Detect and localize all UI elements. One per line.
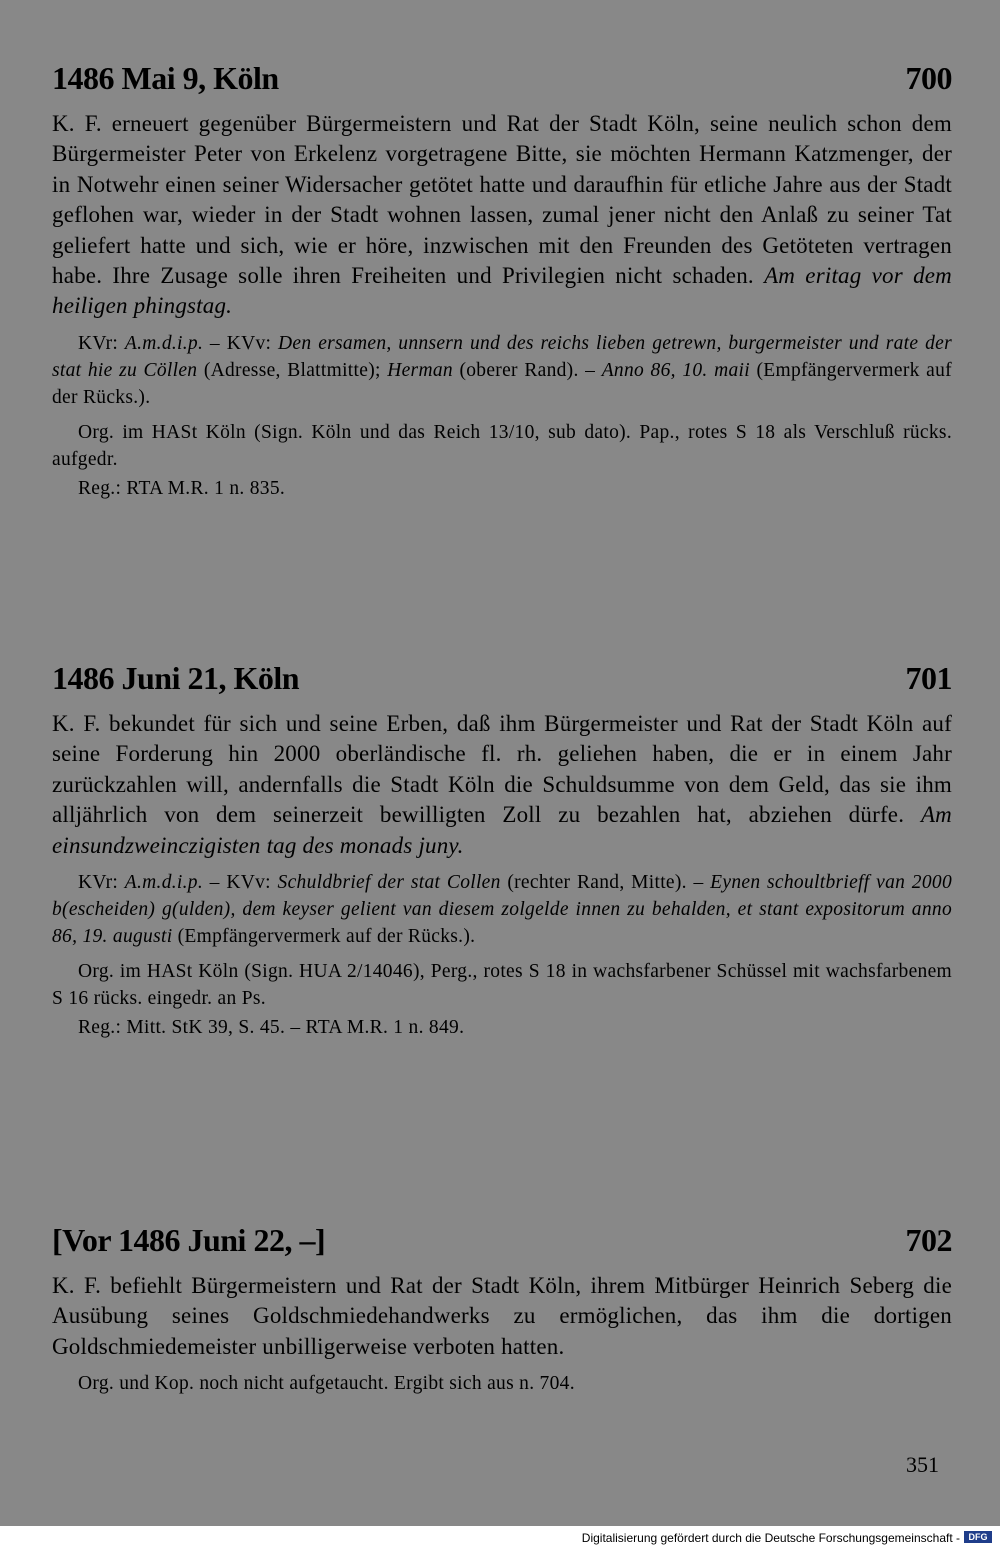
kvv-text: Schuldbrief der stat Collen: [277, 872, 501, 894]
summary-dating: Am eritag vor dem heiligen phingstag.: [52, 263, 952, 319]
kv-dorsal-note: Eynen schoultbrieff van 2000 b(escheiden) g(ulden), dem keyser gelient van diesem zolgelde innen zu behalden, et stant expositorum anno 86, 19. augusti: [52, 872, 953, 948]
entry-date: 1486 Mai 9, Köln: [52, 60, 279, 96]
kv-note-1: (Adresse, Blattmitte);: [203, 359, 381, 381]
footer-credit: Digitalisierung gefördert durch die Deutsche Forschungsgemeinschaft -: [581, 1531, 960, 1545]
kv-note-2: (Empfängervermerk auf der Rücks.).: [177, 926, 476, 948]
summary-dating: Am einsundzweinczigisten tag des monads juny.: [52, 802, 952, 858]
entry-heading: [52, 1222, 952, 1259]
kvr-text: A.m.d.i.p.: [124, 872, 204, 894]
entry-700: [52, 60, 952, 502]
kv-anno: Anno 86, 10. maii: [601, 359, 750, 381]
original-info: Org. und Kop. noch nicht aufgetaucht. Ergibt sich aus n. 704.: [78, 1373, 575, 1395]
entry-heading: [52, 60, 952, 97]
kv-note-2: (oberer Rand). –: [459, 359, 596, 381]
entry-date: [Vor 1486 Juni 22, –]: [52, 1222, 326, 1258]
regest-info: Reg.: RTA M.R. 1 n. 835.: [78, 477, 286, 499]
kanzleivermerk: [52, 869, 952, 950]
kvr-label: KVr:: [78, 872, 119, 894]
entry-heading: [52, 660, 952, 697]
entry-number: 702: [905, 1222, 952, 1258]
kvr-label: KVr:: [78, 332, 119, 354]
summary-text: K. F. befiehlt Bürgermeistern und Rat der Stadt Köln, ihrem Mitbürger Heinrich Seberg die Ausübung seines Goldschmiedehandwerks zu ermöglichen, das ihm die dortigen Goldschmiedemeister unbilligerweise verboten hatten.: [52, 1273, 952, 1359]
summary-text: K. F. bekundet für sich und seine Erben, daß ihm Bürgermeister und Rat der Stadt Köln auf seine Forderung hin 2000 oberländische fl. rh. geliehen haben, die er in einem Jahr zurückzahlen will, andernfalls die Stadt Köln die Schuldsumme von dem Geld, das sie ihm alljährlich von dem seinerzeit bewilligten Zoll zu bezahlen hat, abziehen dürfe.: [52, 711, 952, 828]
original-info: Org. im HASt Köln (Sign. HUA 2/14046), Perg., rotes S 18 in wachsfarbener Schüssel mit wachsfarbenem S 16 rücks. eingedr. an Ps.: [52, 961, 952, 1010]
entry-701: [52, 660, 952, 1041]
regest-info: Reg.: Mitt. StK 39, S. 45. – RTA M.R. 1 n. 849.: [78, 1017, 465, 1039]
entry-number: 701: [905, 660, 952, 696]
kv-note-1: (rechter Rand, Mitte). –: [507, 872, 704, 894]
kv-note-3: (Empfängervermerk auf der Rücks.).: [52, 359, 952, 408]
entry-summary: [52, 709, 952, 861]
entry-summary: [52, 1271, 952, 1362]
entry-date: 1486 Juni 21, Köln: [52, 660, 300, 696]
kvv-label: – KVv:: [203, 872, 271, 894]
entry-number: 700: [905, 60, 952, 96]
entry-summary: [52, 109, 952, 322]
summary-text: K. F. erneuert gegenüber Bürgermeistern und Rat der Stadt Köln, seine neulich schon dem Bürgermeister Peter von Erkelenz vorgetragene Bitte, sie möchten Hermann Katzmenger, der in Notwehr einen seiner Widersacher getötet hatte und daraufhin für etliche Jahre aus der Stadt geflohen war, wieder in der Stadt wohnen lassen, zumal jener nicht den Anlaß zu seiner Tat geliefert hatte und sich, wie er höre, inzwischen mit den Freunden des Getöteten vertragen habe. Ihre Zusage solle ihren Freiheiten und Privilegien nicht schaden.: [52, 111, 952, 289]
kanzleivermerk: [52, 330, 952, 411]
original-info: Org. im HASt Köln (Sign. Köln und das Reich 13/10, sub dato). Pap., rotes S 18 als Verschluß rücks. aufgedr.: [52, 421, 952, 470]
kv-name: Herman: [387, 359, 453, 381]
kvr-text: A.m.d.i.p.: [124, 332, 204, 354]
page-number: 351: [906, 1452, 939, 1477]
kvv-label: – KVv:: [203, 332, 272, 354]
dfg-logo-icon: DFG: [964, 1531, 992, 1543]
entry-702: [52, 1222, 952, 1397]
kvv-text: Den ersamen, unnsern und des reichs lieben getrewn, burgermeister und rate der stat hie zu Cöllen: [52, 332, 952, 381]
